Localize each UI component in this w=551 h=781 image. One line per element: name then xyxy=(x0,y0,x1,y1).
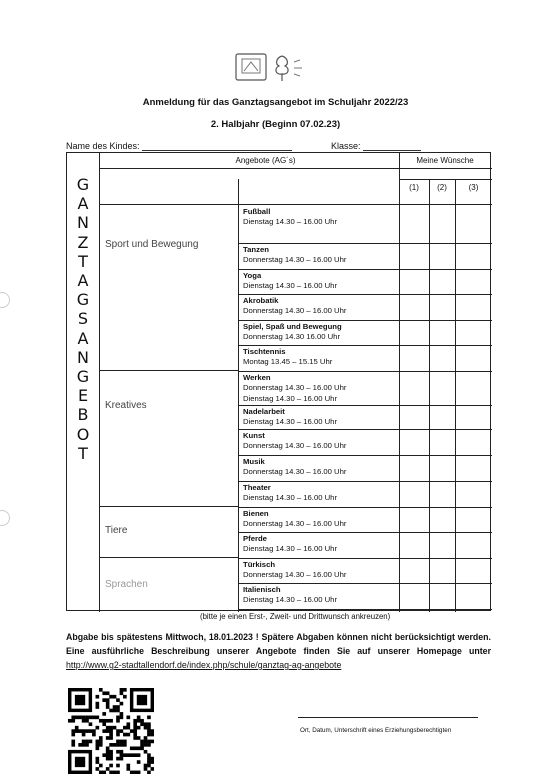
punch-hole-icon xyxy=(0,292,10,308)
wish-checkbox-3[interactable] xyxy=(455,532,492,558)
table-gridline xyxy=(99,506,238,507)
homepage-link[interactable]: http://www.g2-stadtallendorf.de/index.php/schule/ganztag-ag-angebote xyxy=(66,660,342,670)
offer-time: Donnerstag 14.30 16.00 Uhr xyxy=(243,332,341,342)
ganztagsangebot-vertical-title xyxy=(67,175,99,463)
wish-checkbox-3[interactable] xyxy=(455,243,492,269)
offer-name: Musik xyxy=(243,457,265,466)
vertical-letter: N xyxy=(77,347,89,367)
offer-time: Donnerstag 14.30 – 16.00 Uhr xyxy=(243,519,347,529)
wish-checkbox-1[interactable] xyxy=(399,320,429,345)
child-name-row xyxy=(66,141,292,151)
offer-name: Nadelarbeit xyxy=(243,407,285,416)
offer-entry xyxy=(243,457,398,478)
wish-checkbox-1[interactable] xyxy=(399,205,429,243)
offer-entry xyxy=(243,534,398,555)
offer-time: Donnerstag 14.30 – 16.00 Uhr xyxy=(243,383,347,393)
offer-entry xyxy=(243,509,398,530)
wish-checkbox-1[interactable] xyxy=(399,429,429,455)
wish-checkbox-2[interactable] xyxy=(429,429,455,455)
class-label: Klasse: xyxy=(331,141,361,151)
offer-time: Dienstag 14.30 – 16.00 Uhr xyxy=(243,595,338,605)
wish-checkbox-3[interactable] xyxy=(455,294,492,320)
offer-name: Spiel, Spaß und Bewegung xyxy=(243,322,342,331)
vertical-letter: G xyxy=(76,290,90,310)
offer-time: Dienstag 14.30 – 16.00 Uhr xyxy=(243,417,338,427)
vertical-letter: T xyxy=(78,443,88,463)
form-subtitle: 2. Halbjahr (Beginn 07.02.23) xyxy=(210,119,341,130)
wish-checkbox-1[interactable] xyxy=(399,269,429,294)
wish-checkbox-2[interactable] xyxy=(429,345,455,371)
offer-name: Werken xyxy=(243,373,271,382)
offer-time: Donnerstag 14.30 – 16.00 Uhr xyxy=(243,441,347,451)
wish-checkbox-2[interactable] xyxy=(429,243,455,269)
wish-checkbox-3[interactable] xyxy=(455,481,492,507)
vertical-letter: A xyxy=(77,194,89,214)
wish-checkbox-1[interactable] xyxy=(399,294,429,320)
offer-entry xyxy=(243,271,398,292)
wish-col-3-label: (3) xyxy=(468,183,479,192)
category-kreatives: Kreatives xyxy=(105,400,147,411)
offer-name: Fußball xyxy=(243,207,271,216)
deadline-text xyxy=(66,630,491,672)
offer-entry xyxy=(243,296,398,317)
signature-label: Ort, Datum, Unterschrift eines Erziehungsberechtigten xyxy=(300,727,452,734)
wish-checkbox-1[interactable] xyxy=(399,532,429,558)
table-gridline xyxy=(99,557,238,558)
vertical-letter: Z xyxy=(77,232,89,252)
vertical-letter: G xyxy=(76,175,90,194)
offer-name: Tischtennis xyxy=(243,347,286,356)
table-gridline xyxy=(238,609,492,610)
wish-checkbox-3[interactable] xyxy=(455,205,492,243)
offer-entry xyxy=(243,431,398,452)
class-field[interactable] xyxy=(363,141,421,151)
wish-checkbox-1[interactable] xyxy=(399,558,429,583)
wish-checkbox-3[interactable] xyxy=(455,455,492,481)
table-gridline xyxy=(99,153,100,612)
wish-checkbox-3[interactable] xyxy=(455,320,492,345)
vertical-letter: A xyxy=(77,328,89,348)
table-gridline xyxy=(399,179,492,180)
offer-time: Donnerstag 14.30 – 16.00 Uhr xyxy=(243,306,347,316)
wish-checkbox-3[interactable] xyxy=(455,345,492,371)
wish-checkbox-2[interactable] xyxy=(429,455,455,481)
wish-checkbox-2[interactable] xyxy=(429,558,455,583)
wish-checkbox-1[interactable] xyxy=(399,583,429,609)
wish-checkbox-3[interactable] xyxy=(455,507,492,532)
qr-code-icon xyxy=(68,688,154,774)
offer-name: Akrobatik xyxy=(243,296,279,305)
vertical-letter: N xyxy=(77,213,89,233)
wish-checkbox-1[interactable] xyxy=(399,243,429,269)
offer-entry xyxy=(243,407,398,428)
table-gridline xyxy=(99,370,238,371)
offer-entry xyxy=(243,585,398,606)
vertical-letter: A xyxy=(77,271,89,291)
offer-entry xyxy=(243,245,398,266)
offer-name: Bienen xyxy=(243,509,269,518)
wish-checkbox-1[interactable] xyxy=(399,507,429,532)
wish-checkbox-2[interactable] xyxy=(429,405,455,429)
wish-checkbox-3[interactable] xyxy=(455,405,492,429)
offer-time: Donnerstag 14.30 – 16.00 Uhr xyxy=(243,255,347,265)
offer-time: Dienstag 14.30 – 16.00 Uhr xyxy=(243,493,338,503)
wish-checkbox-3[interactable] xyxy=(455,269,492,294)
offer-entry xyxy=(243,483,398,504)
vertical-letter: E xyxy=(77,386,89,406)
instruction-note: (bitte je einen Erst-, Zweit- und Drittwunsch ankreuzen) xyxy=(200,612,391,621)
offer-entry xyxy=(243,560,398,581)
offer-entry xyxy=(243,347,398,368)
wish-checkbox-3[interactable] xyxy=(455,583,492,609)
offer-time: Montag 13.45 – 15.15 Uhr xyxy=(243,357,333,367)
vertical-letter: B xyxy=(77,405,89,425)
wish-checkbox-2[interactable] xyxy=(429,481,455,507)
wish-checkbox-2[interactable] xyxy=(429,507,455,532)
category-tiere: Tiere xyxy=(105,525,128,536)
punch-hole-icon xyxy=(0,510,10,526)
wish-col-2-label: (2) xyxy=(437,183,447,192)
wish-checkbox-1[interactable] xyxy=(399,455,429,481)
wish-checkbox-3[interactable] xyxy=(455,558,492,583)
offer-time: Dienstag 14.30 – 16.00 Uhr xyxy=(243,544,338,554)
wish-checkbox-1[interactable] xyxy=(399,371,429,405)
child-name-field[interactable] xyxy=(142,141,292,151)
vertical-letter: G xyxy=(76,367,90,387)
offer-name: Theater xyxy=(243,483,271,492)
offer-entry xyxy=(243,373,398,404)
vertical-letter: S xyxy=(77,309,89,329)
offers-table xyxy=(66,152,491,611)
wish-checkbox-3[interactable] xyxy=(455,429,492,455)
offer-name: Türkisch xyxy=(243,560,276,569)
offer-entry xyxy=(243,322,398,343)
wish-checkbox-3[interactable] xyxy=(455,371,492,405)
angebote-header: Angebote (AG´s) xyxy=(235,156,296,165)
wish-checkbox-2[interactable] xyxy=(429,205,455,243)
wish-checkbox-1[interactable] xyxy=(399,405,429,429)
child-name-label: Name des Kindes: xyxy=(66,141,140,151)
category-sprachen: Sprachen xyxy=(105,579,148,590)
wish-col-1-label: (1) xyxy=(409,183,419,192)
table-gridline xyxy=(99,168,492,169)
signature-line[interactable] xyxy=(298,717,478,718)
offer-name: Italienisch xyxy=(243,585,281,594)
offer-time: Dienstag 14.30 – 16.00 Uhr xyxy=(243,393,338,403)
offer-name: Pferde xyxy=(243,534,267,543)
wish-checkbox-2[interactable] xyxy=(429,532,455,558)
offer-name: Tanzen xyxy=(243,245,269,254)
offer-entry xyxy=(243,207,398,228)
offer-time: Dienstag 14.30 – 16.00 Uhr xyxy=(243,217,338,227)
wish-checkbox-2[interactable] xyxy=(429,583,455,609)
category-sport: Sport und Bewegung xyxy=(105,239,199,250)
offer-name: Kunst xyxy=(243,431,265,440)
wishes-header: Meine Wünsche xyxy=(416,156,474,165)
class-row xyxy=(331,141,421,151)
wish-checkbox-2[interactable] xyxy=(429,294,455,320)
wish-checkbox-2[interactable] xyxy=(429,269,455,294)
offer-name: Yoga xyxy=(243,271,262,280)
offer-time: Dienstag 14.30 – 16.00 Uhr xyxy=(243,281,338,291)
school-logo-icon xyxy=(232,50,314,84)
wish-checkbox-1[interactable] xyxy=(399,345,429,371)
offer-time: Donnerstag 14.30 – 16.00 Uhr xyxy=(243,467,347,477)
wish-checkbox-2[interactable] xyxy=(429,371,455,405)
wish-checkbox-1[interactable] xyxy=(399,481,429,507)
wish-checkbox-2[interactable] xyxy=(429,320,455,345)
vertical-letter: O xyxy=(76,424,90,444)
vertical-letter: T xyxy=(78,251,88,271)
deadline-message: Abgabe bis spätestens Mittwoch, 18.01.2023 ! Spätere Abgaben können nicht berücksichtigt werden. Eine ausführliche Beschreibung unserer Angebote finden Sie auf unserer Homepage unter xyxy=(66,632,491,656)
form-title: Anmeldung für das Ganztagsangebot im Schuljahr 2022/23 xyxy=(142,97,409,108)
offer-time: Donnerstag 14.30 – 16.00 Uhr xyxy=(243,570,347,580)
